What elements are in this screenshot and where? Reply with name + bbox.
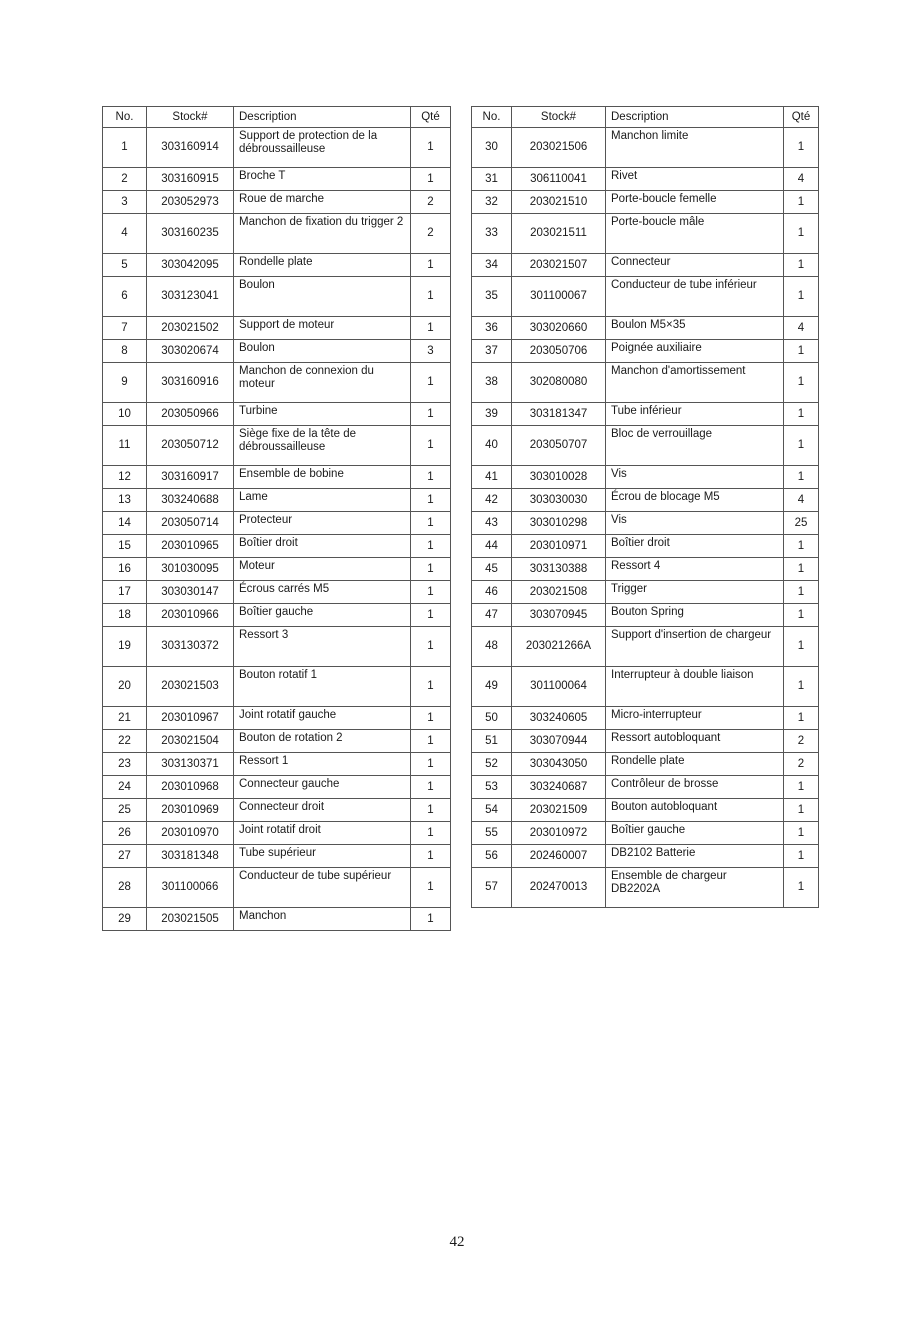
cell-stock: 203010971 bbox=[512, 535, 606, 558]
table-row bbox=[103, 363, 451, 403]
cell-no: 3 bbox=[103, 191, 147, 214]
cell-no: 29 bbox=[103, 908, 147, 931]
cell-no: 52 bbox=[472, 753, 512, 776]
cell-description: Siège fixe de la tête de débroussailleuse bbox=[234, 426, 411, 466]
cell-description: Protecteur bbox=[234, 512, 411, 535]
cell-no: 2 bbox=[103, 168, 147, 191]
cell-description: Roue de marche bbox=[234, 191, 411, 214]
cell-description: Porte-boucle femelle bbox=[606, 191, 784, 214]
cell-qty: 1 bbox=[784, 558, 819, 581]
cell-qty: 1 bbox=[784, 363, 819, 403]
cell-stock: 303160915 bbox=[147, 168, 234, 191]
cell-qty: 1 bbox=[784, 822, 819, 845]
cell-description: Porte-boucle mâle bbox=[606, 214, 784, 254]
cell-no: 6 bbox=[103, 277, 147, 317]
table-row bbox=[472, 627, 819, 667]
cell-no: 30 bbox=[472, 128, 512, 168]
table-row bbox=[472, 776, 819, 799]
cell-qty: 1 bbox=[411, 535, 451, 558]
cell-stock: 203021505 bbox=[147, 908, 234, 931]
cell-no: 11 bbox=[103, 426, 147, 466]
cell-no: 5 bbox=[103, 254, 147, 277]
cell-no: 56 bbox=[472, 845, 512, 868]
cell-qty: 1 bbox=[784, 581, 819, 604]
cell-stock: 203050966 bbox=[147, 403, 234, 426]
cell-no: 51 bbox=[472, 730, 512, 753]
table-row bbox=[103, 426, 451, 466]
cell-stock: 303070945 bbox=[512, 604, 606, 627]
cell-qty: 1 bbox=[411, 277, 451, 317]
cell-description: Boulon bbox=[234, 340, 411, 363]
cell-description: Boulon bbox=[234, 277, 411, 317]
table-header-row bbox=[103, 107, 451, 128]
table-row bbox=[103, 799, 451, 822]
cell-description: Bouton autobloquant bbox=[606, 799, 784, 822]
cell-no: 50 bbox=[472, 707, 512, 730]
cell-description: Bouton Spring bbox=[606, 604, 784, 627]
header-description: Description bbox=[234, 107, 411, 128]
cell-no: 18 bbox=[103, 604, 147, 627]
cell-no: 31 bbox=[472, 168, 512, 191]
table-row bbox=[103, 466, 451, 489]
cell-description: Manchon de connexion du moteur bbox=[234, 363, 411, 403]
cell-no: 16 bbox=[103, 558, 147, 581]
cell-stock: 203021510 bbox=[512, 191, 606, 214]
table-row bbox=[103, 214, 451, 254]
table-row bbox=[472, 707, 819, 730]
table-row bbox=[472, 667, 819, 707]
cell-stock: 203021508 bbox=[512, 581, 606, 604]
cell-description: Rondelle plate bbox=[234, 254, 411, 277]
table-row bbox=[472, 128, 819, 168]
cell-stock: 203052973 bbox=[147, 191, 234, 214]
cell-stock: 203050707 bbox=[512, 426, 606, 466]
cell-stock: 301100066 bbox=[147, 868, 234, 908]
cell-description: Conducteur de tube inférieur bbox=[606, 277, 784, 317]
cell-qty: 1 bbox=[411, 254, 451, 277]
cell-stock: 203021502 bbox=[147, 317, 234, 340]
table-row bbox=[472, 191, 819, 214]
cell-stock: 303030147 bbox=[147, 581, 234, 604]
cell-stock: 303020674 bbox=[147, 340, 234, 363]
cell-qty: 1 bbox=[784, 466, 819, 489]
cell-description: Poignée auxiliaire bbox=[606, 340, 784, 363]
cell-qty: 1 bbox=[784, 627, 819, 667]
cell-qty: 1 bbox=[411, 868, 451, 908]
cell-description: Rivet bbox=[606, 168, 784, 191]
table-row bbox=[472, 604, 819, 627]
cell-stock: 303020660 bbox=[512, 317, 606, 340]
cell-description: Tube supérieur bbox=[234, 845, 411, 868]
cell-qty: 1 bbox=[411, 908, 451, 931]
table-row bbox=[103, 868, 451, 908]
cell-qty: 1 bbox=[784, 845, 819, 868]
cell-qty: 1 bbox=[411, 753, 451, 776]
cell-qty: 1 bbox=[411, 667, 451, 707]
cell-qty: 1 bbox=[411, 466, 451, 489]
cell-qty: 1 bbox=[784, 776, 819, 799]
cell-stock: 302080080 bbox=[512, 363, 606, 403]
cell-stock: 306110041 bbox=[512, 168, 606, 191]
cell-stock: 303030030 bbox=[512, 489, 606, 512]
header-no: No. bbox=[472, 107, 512, 128]
cell-no: 57 bbox=[472, 868, 512, 908]
cell-no: 44 bbox=[472, 535, 512, 558]
table-row bbox=[472, 214, 819, 254]
cell-no: 34 bbox=[472, 254, 512, 277]
cell-no: 13 bbox=[103, 489, 147, 512]
cell-no: 10 bbox=[103, 403, 147, 426]
table-row bbox=[103, 277, 451, 317]
cell-no: 7 bbox=[103, 317, 147, 340]
cell-qty: 2 bbox=[784, 753, 819, 776]
cell-no: 45 bbox=[472, 558, 512, 581]
cell-description: Boîtier droit bbox=[234, 535, 411, 558]
table-row bbox=[103, 317, 451, 340]
table-row bbox=[472, 426, 819, 466]
cell-stock: 203021511 bbox=[512, 214, 606, 254]
cell-description: Vis bbox=[606, 512, 784, 535]
table-row bbox=[103, 822, 451, 845]
cell-description: Conducteur de tube supérieur bbox=[234, 868, 411, 908]
cell-no: 49 bbox=[472, 667, 512, 707]
header-qty: Qté bbox=[784, 107, 819, 128]
cell-description: Lame bbox=[234, 489, 411, 512]
cell-description: Boîtier gauche bbox=[234, 604, 411, 627]
cell-description: Boulon M5×35 bbox=[606, 317, 784, 340]
cell-qty: 1 bbox=[784, 214, 819, 254]
cell-qty: 2 bbox=[411, 214, 451, 254]
cell-stock: 303181348 bbox=[147, 845, 234, 868]
cell-no: 43 bbox=[472, 512, 512, 535]
table-row bbox=[103, 168, 451, 191]
cell-no: 36 bbox=[472, 317, 512, 340]
cell-no: 20 bbox=[103, 667, 147, 707]
cell-stock: 303160916 bbox=[147, 363, 234, 403]
cell-no: 14 bbox=[103, 512, 147, 535]
table-row bbox=[103, 581, 451, 604]
cell-description: Manchon limite bbox=[606, 128, 784, 168]
cell-description: Ensemble de chargeur DB2202A bbox=[606, 868, 784, 908]
cell-qty: 3 bbox=[411, 340, 451, 363]
cell-description: Connecteur bbox=[606, 254, 784, 277]
table-row bbox=[472, 363, 819, 403]
cell-qty: 4 bbox=[784, 168, 819, 191]
cell-description: Contrôleur de brosse bbox=[606, 776, 784, 799]
cell-stock: 203050714 bbox=[147, 512, 234, 535]
table-row bbox=[472, 340, 819, 363]
cell-stock: 203021266A bbox=[512, 627, 606, 667]
table-row bbox=[103, 512, 451, 535]
cell-no: 47 bbox=[472, 604, 512, 627]
cell-qty: 1 bbox=[411, 403, 451, 426]
cell-stock: 203021509 bbox=[512, 799, 606, 822]
cell-stock: 203021506 bbox=[512, 128, 606, 168]
cell-stock: 303130388 bbox=[512, 558, 606, 581]
cell-stock: 202470013 bbox=[512, 868, 606, 908]
cell-no: 8 bbox=[103, 340, 147, 363]
cell-qty: 1 bbox=[784, 604, 819, 627]
cell-description: Manchon d'amortissement bbox=[606, 363, 784, 403]
table-row bbox=[472, 822, 819, 845]
table-row bbox=[472, 558, 819, 581]
table-row bbox=[103, 128, 451, 168]
cell-description: Ressort autobloquant bbox=[606, 730, 784, 753]
cell-description: Ressort 1 bbox=[234, 753, 411, 776]
cell-qty: 1 bbox=[784, 667, 819, 707]
cell-stock: 203010969 bbox=[147, 799, 234, 822]
table-row bbox=[103, 191, 451, 214]
table-row bbox=[472, 254, 819, 277]
cell-description: Support de moteur bbox=[234, 317, 411, 340]
cell-no: 32 bbox=[472, 191, 512, 214]
cell-stock: 203010968 bbox=[147, 776, 234, 799]
table-row bbox=[103, 776, 451, 799]
table-row bbox=[472, 845, 819, 868]
cell-description: Bouton rotatif 1 bbox=[234, 667, 411, 707]
cell-description: Écrou de blocage M5 bbox=[606, 489, 784, 512]
cell-description: Manchon bbox=[234, 908, 411, 931]
cell-no: 27 bbox=[103, 845, 147, 868]
cell-stock: 203010970 bbox=[147, 822, 234, 845]
table-row bbox=[103, 604, 451, 627]
cell-no: 17 bbox=[103, 581, 147, 604]
cell-description: Ressort 3 bbox=[234, 627, 411, 667]
cell-no: 55 bbox=[472, 822, 512, 845]
cell-stock: 203050706 bbox=[512, 340, 606, 363]
cell-qty: 1 bbox=[411, 581, 451, 604]
cell-qty: 4 bbox=[784, 489, 819, 512]
cell-description: Joint rotatif gauche bbox=[234, 707, 411, 730]
cell-stock: 303160917 bbox=[147, 466, 234, 489]
cell-qty: 2 bbox=[784, 730, 819, 753]
table-row bbox=[472, 168, 819, 191]
cell-stock: 303070944 bbox=[512, 730, 606, 753]
cell-stock: 303042095 bbox=[147, 254, 234, 277]
cell-no: 53 bbox=[472, 776, 512, 799]
cell-stock: 203010972 bbox=[512, 822, 606, 845]
cell-stock: 203050712 bbox=[147, 426, 234, 466]
cell-description: Ressort 4 bbox=[606, 558, 784, 581]
table-row bbox=[472, 799, 819, 822]
cell-no: 26 bbox=[103, 822, 147, 845]
cell-qty: 1 bbox=[784, 535, 819, 558]
cell-description: Support de protection de la débroussailleuse bbox=[234, 128, 411, 168]
cell-stock: 303130372 bbox=[147, 627, 234, 667]
cell-qty: 25 bbox=[784, 512, 819, 535]
cell-no: 1 bbox=[103, 128, 147, 168]
cell-description: Bouton de rotation 2 bbox=[234, 730, 411, 753]
cell-description: Connecteur droit bbox=[234, 799, 411, 822]
table-row bbox=[103, 254, 451, 277]
cell-description: Trigger bbox=[606, 581, 784, 604]
cell-description: Boîtier gauche bbox=[606, 822, 784, 845]
table-row bbox=[472, 277, 819, 317]
table-row bbox=[472, 753, 819, 776]
cell-no: 38 bbox=[472, 363, 512, 403]
cell-description: Rondelle plate bbox=[606, 753, 784, 776]
cell-no: 46 bbox=[472, 581, 512, 604]
table-row bbox=[472, 466, 819, 489]
cell-no: 12 bbox=[103, 466, 147, 489]
cell-stock: 303240605 bbox=[512, 707, 606, 730]
cell-stock: 303010028 bbox=[512, 466, 606, 489]
cell-qty: 1 bbox=[784, 340, 819, 363]
cell-stock: 303160235 bbox=[147, 214, 234, 254]
table-row bbox=[472, 730, 819, 753]
cell-description: Turbine bbox=[234, 403, 411, 426]
cell-qty: 1 bbox=[411, 512, 451, 535]
table-row bbox=[103, 845, 451, 868]
cell-stock: 203021507 bbox=[512, 254, 606, 277]
cell-stock: 202460007 bbox=[512, 845, 606, 868]
cell-qty: 1 bbox=[784, 254, 819, 277]
table-row bbox=[472, 489, 819, 512]
cell-qty: 1 bbox=[411, 489, 451, 512]
cell-stock: 203010967 bbox=[147, 707, 234, 730]
cell-description: Bloc de verrouillage bbox=[606, 426, 784, 466]
cell-stock: 303240687 bbox=[512, 776, 606, 799]
table-row bbox=[472, 868, 819, 908]
cell-no: 37 bbox=[472, 340, 512, 363]
cell-description: Connecteur gauche bbox=[234, 776, 411, 799]
cell-qty: 1 bbox=[411, 845, 451, 868]
table-row bbox=[103, 403, 451, 426]
header-description: Description bbox=[606, 107, 784, 128]
cell-qty: 1 bbox=[411, 776, 451, 799]
table-row bbox=[103, 753, 451, 776]
cell-qty: 1 bbox=[411, 363, 451, 403]
cell-qty: 2 bbox=[411, 191, 451, 214]
table-row bbox=[103, 535, 451, 558]
cell-stock: 303123041 bbox=[147, 277, 234, 317]
table-row bbox=[103, 340, 451, 363]
cell-qty: 1 bbox=[411, 730, 451, 753]
cell-stock: 203010965 bbox=[147, 535, 234, 558]
cell-stock: 303240688 bbox=[147, 489, 234, 512]
cell-stock: 203021503 bbox=[147, 667, 234, 707]
cell-stock: 301100067 bbox=[512, 277, 606, 317]
cell-stock: 303160914 bbox=[147, 128, 234, 168]
cell-qty: 1 bbox=[411, 627, 451, 667]
parts-table-left bbox=[102, 106, 451, 931]
cell-stock: 303010298 bbox=[512, 512, 606, 535]
table-row bbox=[103, 558, 451, 581]
cell-no: 15 bbox=[103, 535, 147, 558]
cell-description: Support d'insertion de chargeur bbox=[606, 627, 784, 667]
table-row bbox=[472, 317, 819, 340]
cell-description: DB2102 Batterie bbox=[606, 845, 784, 868]
cell-description: Vis bbox=[606, 466, 784, 489]
cell-description: Ensemble de bobine bbox=[234, 466, 411, 489]
cell-no: 40 bbox=[472, 426, 512, 466]
cell-qty: 1 bbox=[411, 558, 451, 581]
cell-stock: 303181347 bbox=[512, 403, 606, 426]
header-qty: Qté bbox=[411, 107, 451, 128]
cell-description: Boîtier droit bbox=[606, 535, 784, 558]
cell-qty: 1 bbox=[784, 128, 819, 168]
cell-no: 9 bbox=[103, 363, 147, 403]
cell-stock: 203010966 bbox=[147, 604, 234, 627]
cell-no: 24 bbox=[103, 776, 147, 799]
table-row bbox=[103, 707, 451, 730]
cell-stock: 303043050 bbox=[512, 753, 606, 776]
cell-no: 35 bbox=[472, 277, 512, 317]
cell-qty: 1 bbox=[411, 604, 451, 627]
cell-no: 28 bbox=[103, 868, 147, 908]
cell-qty: 1 bbox=[411, 317, 451, 340]
parts-table-right bbox=[471, 106, 819, 908]
cell-description: Joint rotatif droit bbox=[234, 822, 411, 845]
cell-description: Écrous carrés M5 bbox=[234, 581, 411, 604]
header-stock: Stock# bbox=[512, 107, 606, 128]
cell-no: 25 bbox=[103, 799, 147, 822]
table-row bbox=[103, 627, 451, 667]
cell-no: 4 bbox=[103, 214, 147, 254]
cell-qty: 1 bbox=[411, 799, 451, 822]
table-row bbox=[472, 535, 819, 558]
cell-description: Broche T bbox=[234, 168, 411, 191]
cell-qty: 1 bbox=[784, 868, 819, 908]
cell-stock: 303130371 bbox=[147, 753, 234, 776]
cell-no: 21 bbox=[103, 707, 147, 730]
cell-no: 23 bbox=[103, 753, 147, 776]
cell-qty: 1 bbox=[784, 426, 819, 466]
cell-no: 39 bbox=[472, 403, 512, 426]
cell-qty: 1 bbox=[784, 707, 819, 730]
cell-qty: 1 bbox=[784, 191, 819, 214]
table-header-row bbox=[472, 107, 819, 128]
cell-description: Micro-interrupteur bbox=[606, 707, 784, 730]
table-row bbox=[103, 667, 451, 707]
cell-qty: 1 bbox=[411, 128, 451, 168]
cell-no: 54 bbox=[472, 799, 512, 822]
cell-no: 19 bbox=[103, 627, 147, 667]
cell-no: 22 bbox=[103, 730, 147, 753]
cell-no: 48 bbox=[472, 627, 512, 667]
page-number: 42 bbox=[449, 1234, 465, 1250]
table-row bbox=[472, 512, 819, 535]
cell-description: Manchon de fixation du trigger 2 bbox=[234, 214, 411, 254]
cell-qty: 1 bbox=[411, 168, 451, 191]
cell-no: 33 bbox=[472, 214, 512, 254]
cell-qty: 1 bbox=[784, 403, 819, 426]
cell-qty: 1 bbox=[411, 822, 451, 845]
cell-stock: 301100064 bbox=[512, 667, 606, 707]
cell-qty: 4 bbox=[784, 317, 819, 340]
cell-no: 41 bbox=[472, 466, 512, 489]
table-row bbox=[103, 908, 451, 931]
table-row bbox=[103, 730, 451, 753]
cell-no: 42 bbox=[472, 489, 512, 512]
cell-qty: 1 bbox=[784, 799, 819, 822]
cell-description: Tube inférieur bbox=[606, 403, 784, 426]
header-stock: Stock# bbox=[147, 107, 234, 128]
cell-qty: 1 bbox=[411, 707, 451, 730]
cell-stock: 203021504 bbox=[147, 730, 234, 753]
cell-stock: 301030095 bbox=[147, 558, 234, 581]
cell-description: Interrupteur à double liaison bbox=[606, 667, 784, 707]
cell-qty: 1 bbox=[411, 426, 451, 466]
cell-description: Moteur bbox=[234, 558, 411, 581]
table-row bbox=[472, 403, 819, 426]
table-row bbox=[472, 581, 819, 604]
header-no: No. bbox=[103, 107, 147, 128]
cell-qty: 1 bbox=[784, 277, 819, 317]
table-row bbox=[103, 489, 451, 512]
